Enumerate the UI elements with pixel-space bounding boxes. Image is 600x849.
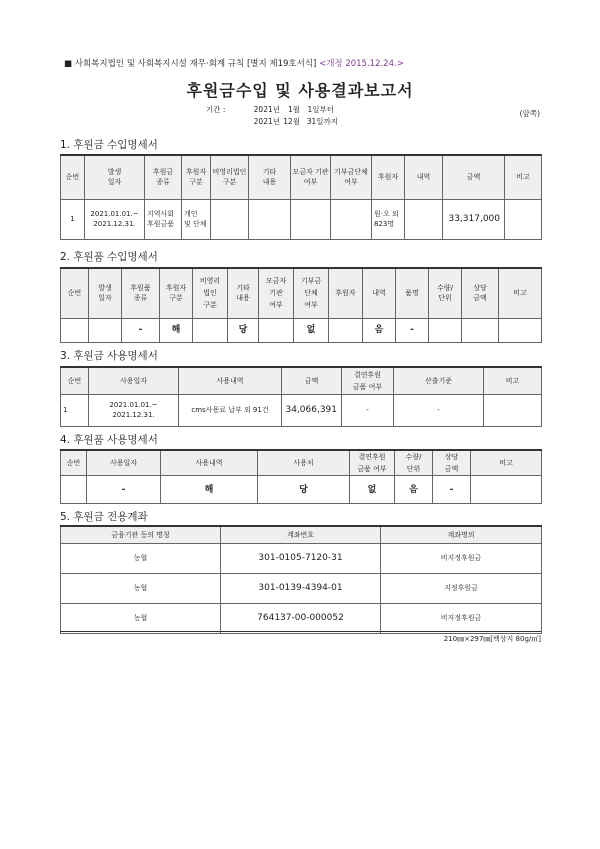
- col-org: 기부금단체 여부: [331, 155, 372, 199]
- cell-date: 2021.01.01.~ 2021.12.31.: [85, 199, 145, 239]
- section-title: 5. 후원금 전용계좌: [60, 511, 148, 523]
- col-no: 순번: [61, 268, 89, 318]
- cell-fundraising: [291, 199, 331, 239]
- col-amount: 금액: [282, 367, 342, 394]
- table-row: [61, 476, 542, 504]
- cell: 당: [258, 476, 350, 504]
- cell: -: [433, 476, 471, 504]
- cell-type: 지역사회 후원금품: [145, 199, 182, 239]
- goods-usage-table: [60, 449, 542, 504]
- col-basis: 산출기준: [394, 367, 484, 394]
- cell-holder: 지정후원금: [381, 573, 542, 603]
- col-sponsor: 후원자: [372, 155, 405, 199]
- cell: 당: [228, 318, 259, 342]
- cell: [61, 476, 87, 504]
- col-sponsor: 후원자: [329, 268, 363, 318]
- cell-holder: 비지정후원금: [381, 543, 542, 573]
- cell: [429, 318, 462, 342]
- section-title: 3. 후원금 사용명세서: [60, 350, 158, 362]
- cell: [259, 318, 294, 342]
- period-label: 기간 :: [206, 105, 226, 114]
- col-value: 상당 금액: [433, 450, 471, 476]
- goods-income-table: [60, 267, 542, 343]
- table-row: [61, 199, 542, 239]
- cell: [89, 318, 122, 342]
- col-no: 순번: [61, 367, 89, 394]
- cell-no: 1: [61, 394, 89, 426]
- cell: 해: [160, 318, 193, 342]
- cell: 음: [395, 476, 433, 504]
- cell: [329, 318, 363, 342]
- col-date: 사용일자: [87, 450, 161, 476]
- cell-org: [331, 199, 372, 239]
- period-end-day: 31일까지: [306, 117, 338, 126]
- col-bank: 금융기관 등의 명칭: [61, 526, 221, 543]
- cell-account: 301-0139-4394-01: [221, 573, 381, 603]
- cell: [471, 476, 542, 504]
- document-title: 후원금수입 및 사용결과보고서: [186, 81, 414, 100]
- col-item: 품명: [396, 268, 429, 318]
- cell: [462, 318, 499, 342]
- col-fundraising: 모금자 기관 여부: [291, 155, 331, 199]
- cell-nonprofit: [211, 199, 249, 239]
- cell-date: 2021.01.01.~ 2021.12.31.: [89, 394, 179, 426]
- cell-amount: 34,066,391: [282, 394, 342, 426]
- col-type: 후원품 종류: [122, 268, 160, 318]
- cell-account: 301-0105-7120-31: [221, 543, 381, 573]
- cell: -: [87, 476, 161, 504]
- col-sponsor-type: 후원자 구분: [160, 268, 193, 318]
- period-start-day: 1일부터: [307, 105, 334, 114]
- col-qty: 수량/ 단위: [429, 268, 462, 318]
- period-start-year: 2021년: [253, 105, 280, 114]
- cell-detail: [405, 199, 443, 239]
- table-row: [61, 318, 542, 342]
- col-place: 사용처: [258, 450, 350, 476]
- cell: -: [396, 318, 429, 342]
- table-row: [61, 573, 542, 603]
- col-detail: 사용내역: [161, 450, 258, 476]
- cell-sponsor: 원·오 외 823명: [372, 199, 405, 239]
- cell-amount: 33,317,000: [443, 199, 505, 239]
- period-end-month: 12월: [283, 117, 300, 126]
- cell: [193, 318, 228, 342]
- col-value: 상당 금액: [462, 268, 499, 318]
- col-note: 비고: [499, 268, 542, 318]
- col-nonprofit: 비영리법인 구분: [211, 155, 249, 199]
- col-date: 발생 일자: [89, 268, 122, 318]
- col-detail: 사용내역: [179, 367, 282, 394]
- col-qty: 수량/ 단위: [395, 450, 433, 476]
- col-note: 비고: [484, 367, 542, 394]
- cell-detail: cms사용료 납부 외 91건: [179, 394, 282, 426]
- cell-bank: 농협: [61, 543, 221, 573]
- col-no: 순번: [61, 155, 85, 199]
- cell-account: 764137-00-000052: [221, 603, 381, 633]
- cell: 없: [350, 476, 395, 504]
- cell-bank: 농협: [61, 573, 221, 603]
- col-other: 기타 내용: [228, 268, 259, 318]
- form-reference: [64, 57, 404, 69]
- cell-sponsor-type: 개인 및 단체: [182, 199, 211, 239]
- table-row: [61, 394, 542, 426]
- col-holder: 계좌명의: [381, 526, 542, 543]
- col-date: 발생 일자: [85, 155, 145, 199]
- col-account: 계좌번호: [221, 526, 381, 543]
- cell-note: [505, 199, 542, 239]
- cell-other: [249, 199, 291, 239]
- cell-bank: 농협: [61, 603, 221, 633]
- cell: 음: [363, 318, 396, 342]
- section-title: 2. 후원품 수입명세서: [60, 251, 158, 263]
- paper-spec: 210㎜×297㎜[백상지 80g/㎡]: [60, 631, 541, 644]
- table-row: [61, 543, 542, 573]
- col-settled: 결연후원 금품 여부: [342, 367, 394, 394]
- revision-date: <개정 2015.12.24.>: [319, 59, 404, 69]
- col-detail: 내역: [405, 155, 443, 199]
- cell-note: [484, 394, 542, 426]
- cell: [499, 318, 542, 342]
- col-amount: 금액: [443, 155, 505, 199]
- cell: 해: [161, 476, 258, 504]
- account-table: [60, 525, 542, 634]
- col-fundraising: 모금자 기관 여부: [259, 268, 294, 318]
- cell: [61, 318, 89, 342]
- period-start-month: 1월: [287, 105, 300, 114]
- col-sponsor-type: 후원자 구분: [182, 155, 211, 199]
- col-note: 비고: [505, 155, 542, 199]
- period-end-year: 2021년: [253, 117, 280, 126]
- cell: 없: [294, 318, 329, 342]
- cell-settled: -: [342, 394, 394, 426]
- donation-income-table: [60, 154, 542, 240]
- cell: -: [122, 318, 160, 342]
- cell-holder: 비지정후원금: [381, 603, 542, 633]
- section-title: 1. 후원금 수입명세서: [60, 139, 158, 151]
- col-detail: 내역: [363, 268, 396, 318]
- cell-basis: -: [394, 394, 484, 426]
- section-title: 4. 후원품 사용명세서: [60, 434, 158, 446]
- front-page-label: (앞쪽): [519, 109, 540, 118]
- form-note: ■ 사회복지법인 및 사회복지시설 재무·회계 규칙 [별지 제19호서식]: [64, 59, 317, 69]
- col-date: 사용일자: [89, 367, 179, 394]
- col-no: 순번: [61, 450, 87, 476]
- table-row: [61, 603, 542, 633]
- col-settled: 결연후원 금품 여부: [350, 450, 395, 476]
- col-other: 기타 내용: [249, 155, 291, 199]
- col-type: 후원금 종류: [145, 155, 182, 199]
- cell-no: 1: [61, 199, 85, 239]
- col-org: 기부금 단체 여부: [294, 268, 329, 318]
- col-note: 비고: [471, 450, 542, 476]
- donation-usage-table: [60, 366, 542, 427]
- col-nonprofit: 비영리 법인 구분: [193, 268, 228, 318]
- report-period: [206, 104, 338, 128]
